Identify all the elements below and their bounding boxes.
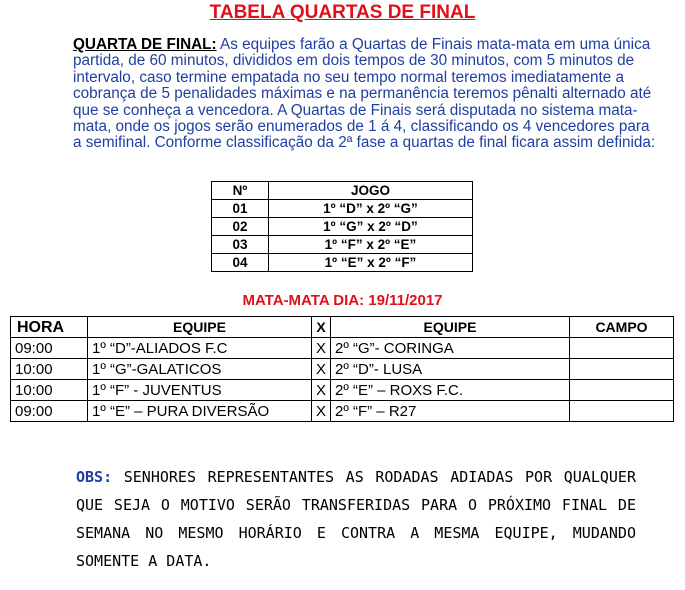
table-row	[11, 338, 674, 359]
match-field	[570, 380, 674, 401]
match-time: 09:00	[11, 401, 88, 422]
games-header-num: Nº	[212, 182, 269, 200]
versus-mark: X	[312, 338, 331, 359]
obs-text: SENHORES REPRESENTANTES AS RODADAS ADIADAS POR QUALQUER QUE SEJA O MOTIVO SERÃO TRANSFERIDAS PARA O PRÓXIMO FINAL DE SEMANA NO MESMO HORÁRIO E CONTRA A MESMA EQUIPE, MUDANDO SOMENTE A DATA.	[76, 468, 636, 570]
game-num: 03	[212, 236, 269, 254]
intro-body: As equipes farão a Quartas de Finais mata-mata em uma única partida, de 60 minutos, divididos em dois tempos de 30 minutos, com 5 minutos de intervalo, caso termine empatada no seu tempo normal teremos imediatamente a cobrança de 5 penalidades máximas e na permanência teremos pênalti alternado até que se conheça a vencedora. A Quartas de Finais será disputada no sistema mata-mata, onde os jogos serão enumerados de 1 á 4, classificando os 4 vencedores para a semifinal. Conforme classificação da 2ª fase a quartas de final ficara assim definida:	[73, 36, 656, 152]
page-title: TABELA QUARTAS DE FINAL	[209, 2, 476, 23]
schedule-table-header	[11, 317, 674, 338]
away-team: 2º “F” – R27	[331, 401, 570, 422]
away-team: 2º “D”- LUSA	[331, 359, 570, 380]
game-pairing: 1º “E” x 2º “F”	[269, 254, 473, 272]
obs-label: OBS:	[76, 468, 113, 486]
game-num: 02	[212, 218, 269, 236]
header-hora: HORA	[11, 317, 88, 338]
game-pairing: 1º “G” x 2º “D”	[269, 218, 473, 236]
game-num: 04	[212, 254, 269, 272]
table-row	[11, 380, 674, 401]
games-header-jogo: JOGO	[269, 182, 473, 200]
match-time: 09:00	[11, 338, 88, 359]
match-field	[570, 338, 674, 359]
match-time: 10:00	[11, 359, 88, 380]
home-team: 1º “F” - JUVENTUS	[88, 380, 312, 401]
games-table	[211, 181, 473, 272]
intro-paragraph	[73, 37, 658, 152]
match-field	[570, 401, 674, 422]
header-equipe-away: EQUIPE	[331, 317, 570, 338]
home-team: 1º “D”-ALIADOS F.C	[88, 338, 312, 359]
header-x: X	[312, 317, 331, 338]
versus-mark: X	[312, 359, 331, 380]
home-team: 1º “G”-GALATICOS	[88, 359, 312, 380]
schedule-title: MATA-MATA DIA: 19/11/2017	[242, 292, 443, 309]
games-table-header	[212, 182, 473, 200]
table-row	[212, 254, 473, 272]
table-row	[11, 401, 674, 422]
intro-lead: QUARTA DE FINAL:	[73, 36, 217, 53]
home-team: 1º “E” – PURA DIVERSÃO	[88, 401, 312, 422]
table-row	[11, 359, 674, 380]
away-team: 2º “G”- CORINGA	[331, 338, 570, 359]
versus-mark: X	[312, 401, 331, 422]
away-team: 2º “E” – ROXS F.C.	[331, 380, 570, 401]
header-equipe-home: EQUIPE	[88, 317, 312, 338]
versus-mark: X	[312, 380, 331, 401]
obs-note	[76, 463, 636, 575]
game-pairing: 1º “F” x 2º “E”	[269, 236, 473, 254]
game-pairing: 1º “D” x 2º “G”	[269, 200, 473, 218]
match-field	[570, 359, 674, 380]
table-row	[212, 218, 473, 236]
table-row	[212, 200, 473, 218]
table-row	[212, 236, 473, 254]
header-campo: CAMPO	[570, 317, 674, 338]
game-num: 01	[212, 200, 269, 218]
schedule-table	[10, 316, 674, 422]
match-time: 10:00	[11, 380, 88, 401]
